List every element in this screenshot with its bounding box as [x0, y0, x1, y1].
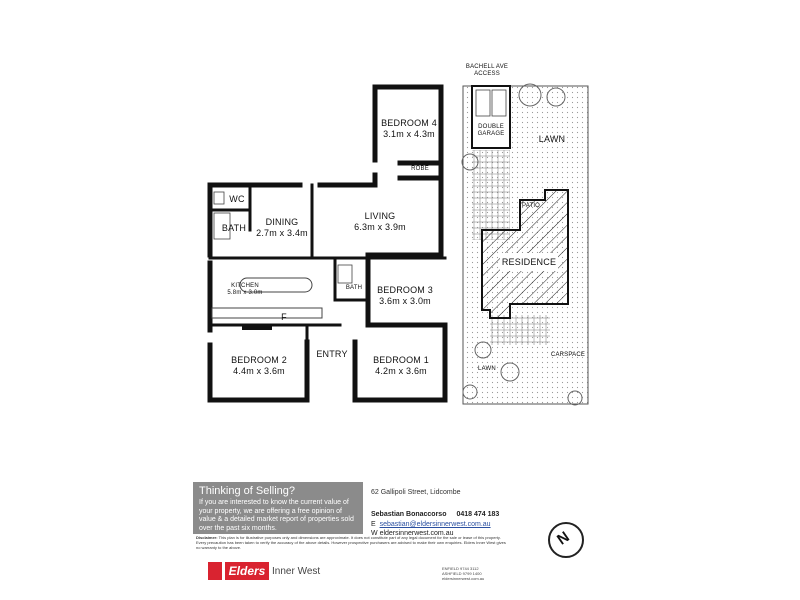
fridge-label: F	[281, 312, 287, 322]
north-compass-icon: N	[548, 522, 584, 558]
promo-panel	[193, 482, 363, 534]
agent-name: Sebastian Bonaccorso	[371, 511, 447, 518]
living-label: LIVING 6.3m x 3.9m	[354, 211, 406, 232]
property-address: 62 Gallipoli Street, Lidcombe	[371, 489, 461, 496]
kitchen-bench	[212, 308, 322, 318]
fireplace	[242, 326, 272, 330]
elders-logo-icon	[208, 562, 222, 580]
email-prefix: E	[371, 520, 376, 528]
bedroom4-label: BEDROOM 4 3.1m x 4.3m	[381, 118, 437, 139]
kitchen-label: KITCHEN 5.8m x 3.0m	[227, 283, 263, 296]
office-phones: ENFIELD 9744 3112 ASHFIELD 9799 1400 eldersinnerwest.com.au	[442, 566, 485, 581]
promo-heading: Thinking of Selling?	[199, 485, 296, 497]
agent-website[interactable]: eldersinnerwest.com.au	[379, 530, 454, 537]
wc-label: WC	[229, 194, 245, 204]
dining-label: DINING 2.7m x 3.4m	[256, 217, 308, 238]
office-name: Inner West	[272, 566, 321, 577]
bath1-label: BATH	[221, 223, 247, 233]
bedroom3-label: BEDROOM 3 3.6m x 3.0m	[377, 285, 433, 306]
agent-email-link[interactable]: sebastian@eldersinnerwest.com.au	[379, 520, 491, 528]
residence-label: RESIDENCE	[501, 257, 557, 267]
promo-body: If you are interested to know the current value of your property, we are offering a free opinion of value & a detailed market report of properties sold over the past six months.	[199, 499, 354, 532]
agent-phone: 0418 474 183	[456, 511, 500, 518]
garage-label: DOUBLE GARAGE	[477, 124, 505, 137]
bedroom1-label: BEDROOM 1 4.2m x 3.6m	[373, 355, 429, 376]
bedroom2-label: BEDROOM 2 4.4m x 3.6m	[231, 355, 287, 376]
patio-label: PATIO	[521, 203, 541, 209]
disclaimer: Disclaimer: This plan is for illustrative purposes only and dimensions are approximate. It does not constitute part of any legal document for the sale or lease of this property. Every precaution has been taken to verify the accuracy of the above details. However prospective purchasers are advised to make their own enquiries. Elders Inner West gives no warranty to the above.	[196, 535, 506, 550]
lawn-bottom-label: LAWN	[478, 366, 496, 372]
lawn-top-label: LAWN	[538, 134, 566, 144]
robe-label: ROBE	[411, 166, 429, 172]
web-prefix: W	[371, 530, 378, 537]
entry-label: ENTRY	[316, 349, 348, 359]
bath2-label: BATH	[345, 285, 363, 291]
elders-logo: Elders	[225, 562, 269, 580]
carspace-label: CARSPACE	[550, 352, 586, 358]
access-label: BACHELL AVE ACCESS	[465, 64, 509, 77]
